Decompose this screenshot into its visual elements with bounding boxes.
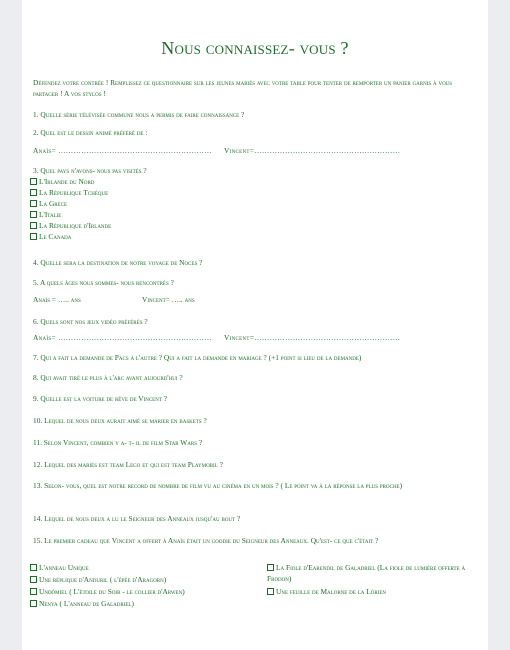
checkbox[interactable] <box>30 211 37 218</box>
question-5: 5. A quels âges nous sommes- nous rencontrés ? <box>33 278 174 287</box>
q15-option[interactable]: La Fiole d'Earendil de Galadriel (La fiole de lumière offerte à Frodon) <box>267 563 466 583</box>
q3-option[interactable]: L'Italie <box>30 210 61 221</box>
checkbox[interactable] <box>267 564 274 571</box>
checkbox[interactable] <box>30 178 37 185</box>
checkbox[interactable] <box>267 588 274 595</box>
q5-anais-answer: Anaïs = ….. ans <box>33 295 81 304</box>
q15-option[interactable]: Une feuille de Malorne de la Lórien <box>267 587 386 598</box>
question-2: 2. Quel est le dessin animé préféré de : <box>33 128 148 137</box>
question-10: 10. Lequel de nous deux aurait aimé se marier en baskets ? <box>33 416 207 425</box>
q3-option[interactable]: La République Tchèque <box>30 188 108 199</box>
question-13: 13. Selon- vous, quel est notre record de nombre de film vu au cinéma en un mois ? ( Le point va à la réponse la plus proche) <box>33 481 403 490</box>
question-7: 7. Qui a fait la demande de Pacs à l'autre ? Qui a fait la demande en mariage ? (+1 point si lieu de la demande) <box>33 353 362 362</box>
checkbox[interactable] <box>30 200 37 207</box>
q2-vincent-answer: Vincent=………………………………………………… <box>224 146 401 155</box>
q15-option[interactable]: Nenya ( L'anneau de Galadriel) <box>30 599 134 610</box>
q15-option[interactable]: Une réplique d'Anduril ( l'épée d'Aragorn) <box>30 575 166 586</box>
checkbox[interactable] <box>30 588 37 595</box>
question-11: 11. Selon Vincent, combien y a- t- il de film Star Wars ? <box>33 438 203 447</box>
checkbox[interactable] <box>30 233 37 240</box>
question-15: 15. Le premier cadeau que Vincent a offert à Anaïs était un goodie du Seigneur des Anneaux. Qu'est- ce que c'était ? <box>33 536 379 545</box>
page-title: Nous connaissez- vous ? <box>161 38 349 58</box>
question-9: 9. Quelle est la voiture de rêve de Vincent ? <box>33 394 168 403</box>
intro-text: Défendez votre contrée ! Remplissez ce questionnaire sur les jeunes mariés avec votre table pour tenter de remporter un panier garnis à vous partager ! A vos stylos ! <box>33 78 453 98</box>
checkbox[interactable] <box>30 576 37 583</box>
q15-option[interactable]: Undómiel ( L'étoile du Soir - le collier d'Arwen) <box>30 587 185 598</box>
q15-option[interactable]: L'anneau Unique <box>30 563 89 574</box>
q5-vincent-answer: Vincent= ….. ans <box>142 295 195 304</box>
checkbox[interactable] <box>30 564 37 571</box>
q3-option[interactable]: La Grèce <box>30 199 67 210</box>
q6-vincent-answer: Vincent=………………………………………………… <box>224 333 401 342</box>
q3-option[interactable]: L'Irlande du Nord <box>30 177 94 188</box>
q3-option[interactable]: La République d'Irlande <box>30 221 111 232</box>
q2-anais-answer: Anaïs= …………………………………………………… <box>33 146 212 155</box>
checkbox[interactable] <box>30 600 37 607</box>
question-3: 3. Quel pays n'avons- nous pas visités ? <box>33 166 147 175</box>
question-4: 4. Quelle sera la destination de notre voyage de Noces ? <box>33 258 203 267</box>
checkbox[interactable] <box>30 189 37 196</box>
question-14: 14. Lequel de nous deux a lu le Seigneur des Anneaux jusqu'au bout ? <box>33 514 241 523</box>
checkbox[interactable] <box>30 222 37 229</box>
document-page <box>22 0 488 650</box>
question-6: 6. Quels sont nos jeux vidéo préférés ? <box>33 317 148 326</box>
question-8: 8. Qui avait tiré le plus à l'arc avant aujourd'hui ? <box>33 373 183 382</box>
question-1: 1. Quelle série télévisée commune nous a permis de faire connaissance ? <box>33 110 245 119</box>
question-12: 12. Lequel des mariés est team Lego et qui est team Playmobil ? <box>33 460 223 469</box>
q3-option[interactable]: Le Canada <box>30 232 71 243</box>
q6-anais-answer: Anaïs= …………………………………………………… <box>33 333 212 342</box>
